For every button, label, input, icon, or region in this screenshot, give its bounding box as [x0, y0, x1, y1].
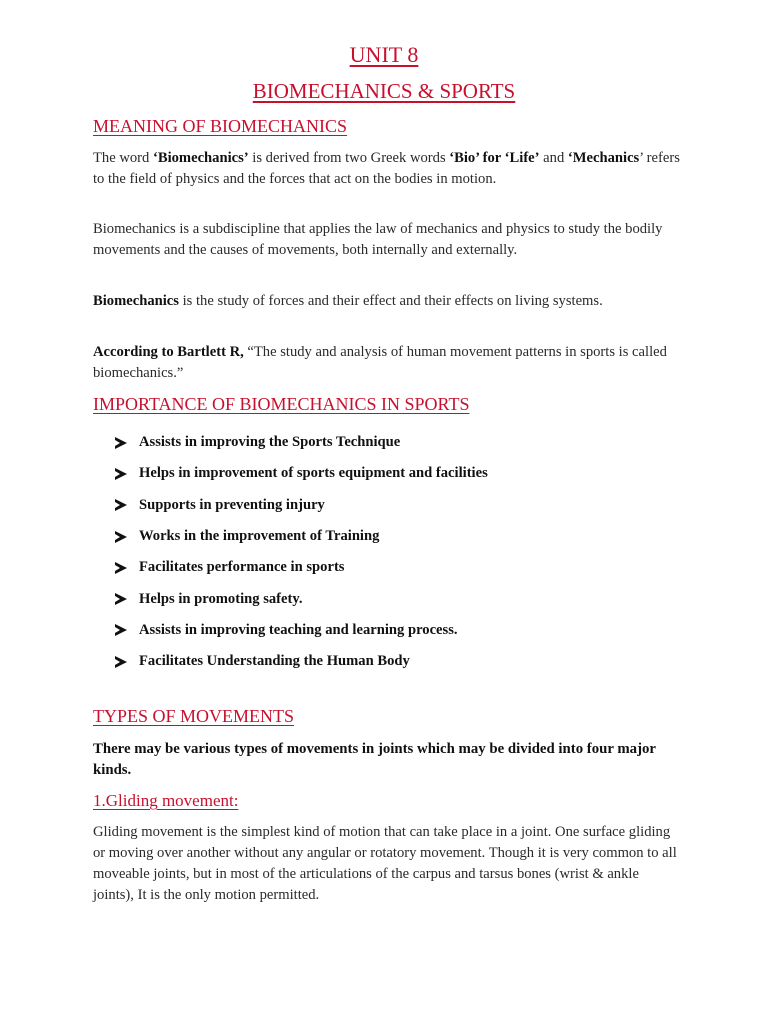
arrow-bullet-icon	[115, 468, 127, 480]
gliding-heading: 1.Gliding movement:	[93, 791, 239, 810]
meaning-paragraph-3: Biomechanics is the study of forces and their effect and their effects on living systems.	[93, 293, 603, 309]
list-item: Helps in improvement of sports equipment and facilities	[115, 458, 488, 489]
arrow-bullet-icon	[115, 624, 127, 636]
meaning-paragraph-1: The word ‘Biomechanics’ is derived from two Greek words ‘Bio’ for ‘Life’ and ‘Mechanics’ refers to the field of physics and the forces that act on the bodies in motion.	[93, 150, 680, 187]
types-heading: TYPES OF MOVEMENTS	[93, 706, 295, 726]
arrow-bullet-icon	[115, 593, 127, 605]
list-item: Assists in improving the Sports Technique	[115, 427, 488, 458]
arrow-bullet-icon	[115, 562, 127, 574]
list-item: Works in the improvement of Training	[115, 521, 488, 552]
arrow-bullet-icon	[115, 437, 127, 449]
list-item: Supports in preventing injury	[115, 490, 488, 521]
list-item: Assists in improving teaching and learning process.	[115, 615, 488, 646]
list-item: Facilitates Understanding the Human Body	[115, 646, 488, 677]
arrow-bullet-icon	[115, 656, 127, 668]
list-item: Helps in promoting safety.	[115, 583, 488, 614]
arrow-bullet-icon	[115, 531, 127, 543]
meaning-paragraph-2: Biomechanics is a subdiscipline that applies the law of mechanics and physics to study the bodily movements and the causes of movements, both internally and externally.	[93, 221, 663, 258]
arrow-bullet-icon	[115, 499, 127, 511]
meaning-paragraph-4: According to Bartlett R, “The study and analysis of human movement patterns in sports is called biomechanics.”	[93, 344, 667, 381]
importance-heading: IMPORTANCE OF BIOMECHANICS IN SPORTS	[93, 394, 470, 414]
main-title: BIOMECHANICS & SPORTS	[252, 79, 516, 103]
list-item: Facilitates performance in sports	[115, 552, 488, 583]
meaning-heading: MEANING OF BIOMECHANICS	[93, 116, 348, 136]
gliding-paragraph: Gliding movement is the simplest kind of motion that can take place in a joint. One surface gliding or moving over another without any angular or rotatory movement. Though it is very common to all moveable joints, but in most of the articulations of the carpus and tarsus bones (wrist & ankle joints), It is the only motion permitted.	[93, 824, 677, 903]
unit-title: UNIT 8	[349, 42, 419, 67]
types-intro: There may be various types of movements in joints which may be divided into four major kinds.	[93, 741, 656, 778]
importance-list	[115, 427, 488, 677]
